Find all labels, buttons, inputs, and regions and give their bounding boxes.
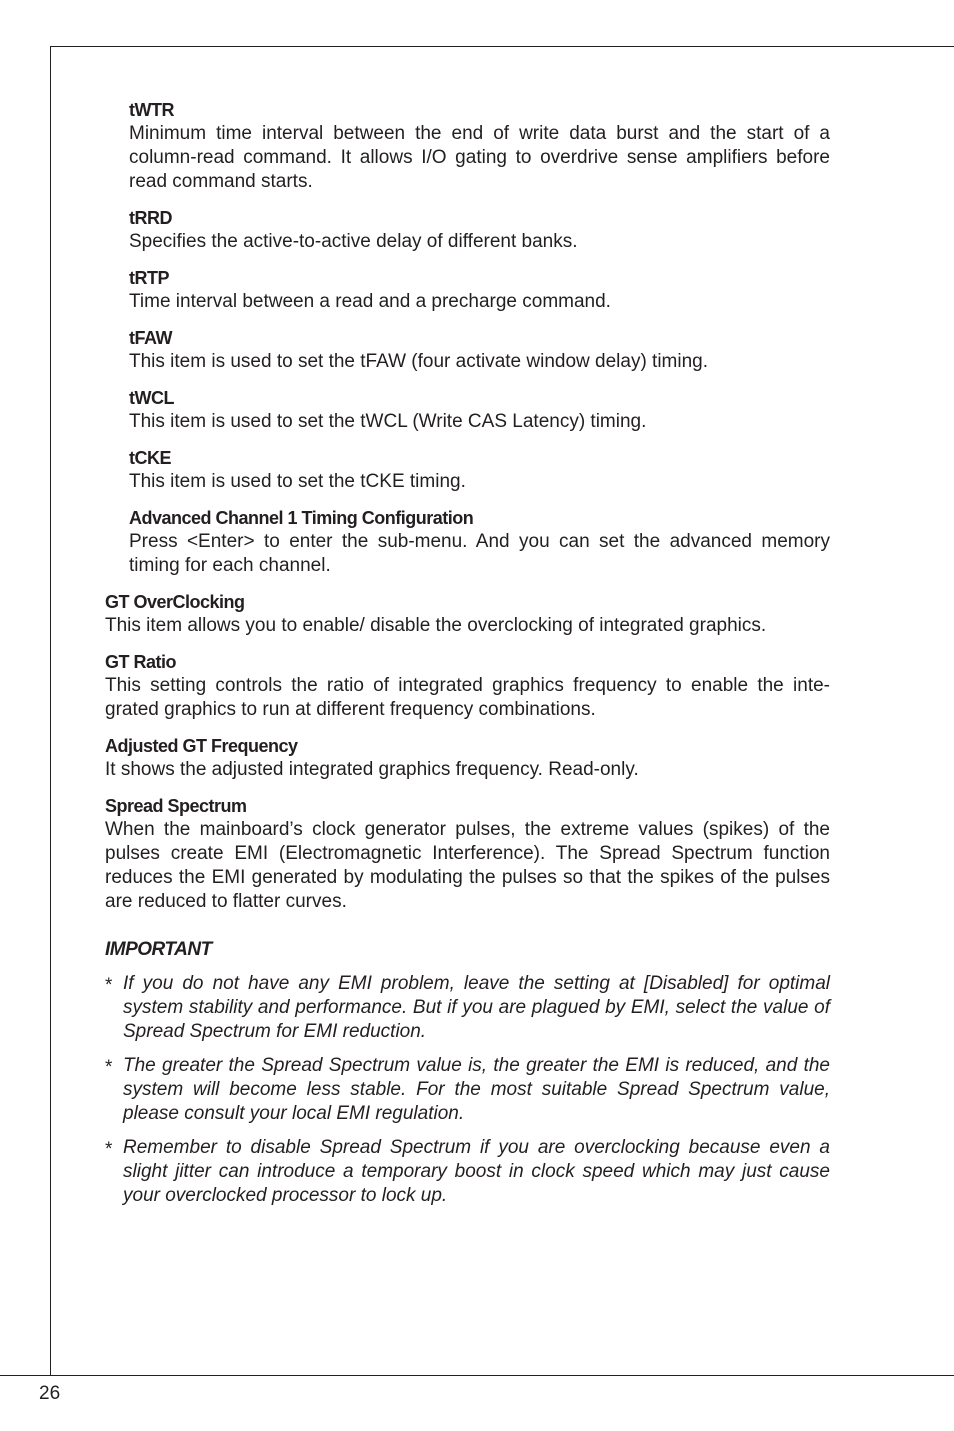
section-description: Press <Enter> to enter the sub-menu. And you can set the advanced memory timing for each channel. — [129, 531, 830, 576]
top-border-line — [50, 46, 954, 47]
section-term: GT Ratio — [105, 652, 176, 672]
section-term: tRRD — [129, 208, 172, 228]
section-trtp — [105, 266, 830, 314]
note-text: The greater the Spread Spectrum value is, the greater the EMI is reduced, and the system will become less stable. For the most suitable Spread Spectrum value, please consult your local EMI regulation. — [123, 1055, 830, 1124]
important-note — [105, 1054, 830, 1126]
manual-content — [105, 98, 830, 1218]
section-description: When the mainboard’s clock generator pulses, the extreme values (spikes) of the pulses create EMI (Electromagnetic Interference). The Spread Spectrum function reduces the EMI generated by modulating the pulses so that the spikes of the pulses are reduced to flatter curves. — [105, 819, 830, 912]
section-description: Minimum time interval between the end of write data burst and the start of a column-read command. It allows I/O gating to overdrive sense amplifiers before read command starts. — [129, 123, 830, 192]
section-term: tFAW — [129, 328, 172, 348]
section-description: This item is used to set the tWCL (Write CAS Latency) timing. — [129, 411, 647, 432]
section-gt-ratio — [105, 650, 830, 722]
section-term: Adjusted GT Frequency — [105, 736, 298, 756]
bullet-asterisk: * — [105, 1139, 113, 1160]
section-spread-spectrum — [105, 794, 830, 914]
important-note — [105, 1136, 830, 1208]
section-twtr — [105, 98, 830, 194]
section-description: Specifies the active-to-active delay of different banks. — [129, 231, 578, 252]
section-description: Time interval between a read and a precharge command. — [129, 291, 611, 312]
left-border-line — [50, 46, 51, 1375]
section-advanced-channel-timing — [105, 506, 830, 578]
section-tcke — [105, 446, 830, 494]
section-description: This item is used to set the tCKE timing. — [129, 471, 466, 492]
section-gt-overclocking — [105, 590, 830, 638]
section-term: GT OverClocking — [105, 592, 245, 612]
note-text: Remember to disable Spread Spectrum if you are overclocking because even a slight jitter can introduce a temporary boost in clock speed which may just cause your overclocked processor to lock up. — [123, 1137, 830, 1206]
bullet-asterisk: * — [105, 1057, 113, 1078]
section-adjusted-gt-frequency — [105, 734, 830, 782]
section-term: tWTR — [129, 100, 174, 120]
bullet-asterisk: * — [105, 975, 113, 996]
section-term: Spread Spectrum — [105, 796, 247, 816]
section-description: This item is used to set the tFAW (four activate window delay) timing. — [129, 351, 709, 372]
section-tfaw — [105, 326, 830, 374]
important-heading: IMPORTANT — [105, 939, 212, 960]
section-description: This item allows you to enable/ disable the overclocking of integrated graphics. — [105, 615, 767, 636]
section-term: tRTP — [129, 268, 169, 288]
note-text: If you do not have any EMI problem, leave the setting at [Disabled] for optimal system stability and performance. But if you are plagued by EMI, select the value of Spread Spectrum for EMI reduction. — [123, 973, 830, 1042]
section-description: It shows the adjusted integrated graphics frequency. Read-only. — [105, 759, 639, 780]
section-trrd — [105, 206, 830, 254]
section-description: This setting controls the ratio of integrated graphics frequency to enable the inte-grated graphics to run at different frequency combinations. — [105, 675, 830, 720]
section-term: Advanced Channel 1 Timing Configuration — [129, 508, 474, 528]
bottom-border-line — [0, 1375, 954, 1376]
important-note — [105, 972, 830, 1044]
section-term: tWCL — [129, 388, 174, 408]
section-term: tCKE — [129, 448, 171, 468]
page-number: 26 — [39, 1383, 61, 1404]
section-twcl — [105, 386, 830, 434]
